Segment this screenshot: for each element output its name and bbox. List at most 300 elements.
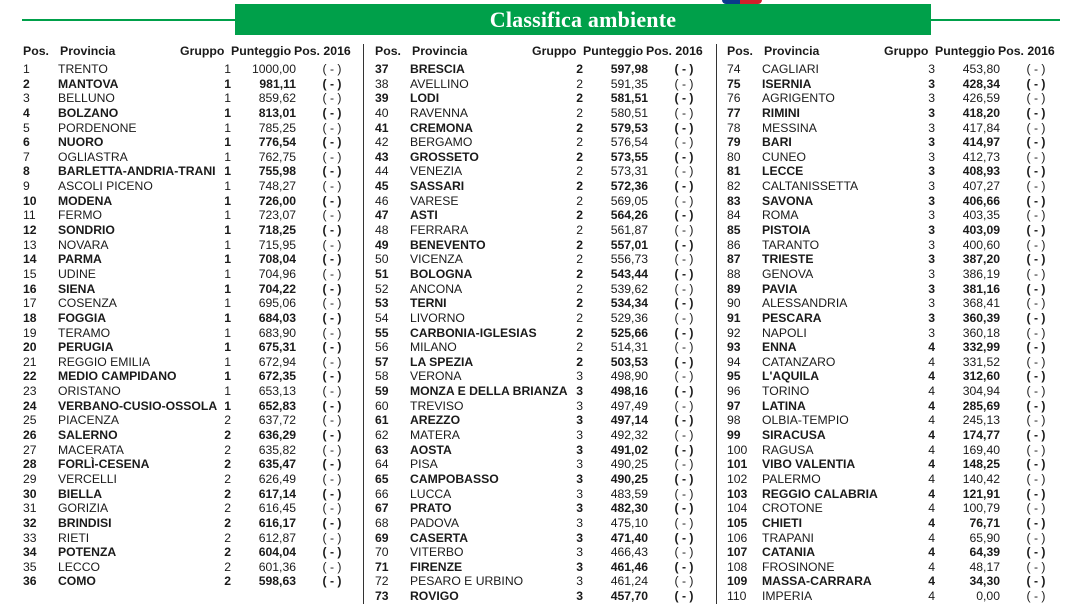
cell-gruppo: 3 xyxy=(576,413,583,428)
cell-gruppo: 3 xyxy=(576,486,583,501)
cell-punteggio: 755,98 xyxy=(258,164,296,179)
table-row xyxy=(20,501,362,516)
cell-pos-2016: ( - ) xyxy=(1026,310,1046,325)
cell-pos-2016: ( - ) xyxy=(322,384,342,399)
cell-pos: 10 xyxy=(23,193,37,208)
cell-provincia: PAVIA xyxy=(762,281,798,296)
cell-punteggio: 715,95 xyxy=(258,237,296,252)
cell-pos-2016: ( - ) xyxy=(674,62,694,76)
cell-pos-2016: ( - ) xyxy=(674,120,694,135)
cell-pos-2016: ( - ) xyxy=(1026,164,1046,179)
cell-gruppo: 2 xyxy=(576,105,583,120)
cell-pos: 102 xyxy=(727,471,748,486)
cell-pos: 15 xyxy=(23,266,37,281)
cell-provincia: ISERNIA xyxy=(762,76,812,91)
cell-punteggio: 360,39 xyxy=(962,310,1000,325)
cell-pos-2016: ( - ) xyxy=(322,428,342,443)
cell-gruppo: 2 xyxy=(576,120,583,135)
cell-provincia: CATANIA xyxy=(762,545,816,560)
cell-provincia: FROSINONE xyxy=(762,559,835,574)
table-row xyxy=(20,428,362,443)
table-row xyxy=(372,574,714,589)
table-row xyxy=(724,252,1066,267)
cell-punteggio: 704,96 xyxy=(258,266,296,281)
table-row xyxy=(372,487,714,502)
table-row xyxy=(372,545,714,560)
table-row xyxy=(20,340,362,355)
table-row xyxy=(372,252,714,267)
cell-gruppo: 4 xyxy=(928,369,935,384)
cell-gruppo: 1 xyxy=(224,325,231,340)
cell-gruppo: 4 xyxy=(928,559,935,574)
table-row xyxy=(372,428,714,443)
cell-pos-2016: ( - ) xyxy=(1026,574,1046,589)
cell-pos-2016: ( - ) xyxy=(322,457,342,472)
table-row xyxy=(20,164,362,179)
cell-pos-2016: ( - ) xyxy=(674,354,694,369)
cell-punteggio: 100,79 xyxy=(962,501,1000,516)
cell-punteggio: 785,25 xyxy=(258,120,296,135)
cell-punteggio: 672,94 xyxy=(258,354,296,369)
table-row xyxy=(372,399,714,414)
cell-punteggio: 637,72 xyxy=(258,413,296,428)
cell-provincia: LODI xyxy=(410,91,440,106)
cell-gruppo: 1 xyxy=(224,252,231,267)
cell-provincia: VERCELLI xyxy=(58,471,117,486)
table-row xyxy=(372,355,714,370)
cell-gruppo: 2 xyxy=(576,237,583,252)
cell-provincia: CATANZARO xyxy=(762,354,836,369)
cell-pos: 28 xyxy=(23,457,37,472)
table-row xyxy=(20,267,362,282)
cell-punteggio: 684,03 xyxy=(258,310,296,325)
cell-pos-2016: ( - ) xyxy=(322,252,342,267)
cell-gruppo: 4 xyxy=(928,545,935,560)
cell-pos: 94 xyxy=(727,354,741,369)
cell-pos: 108 xyxy=(727,559,748,574)
cell-gruppo: 2 xyxy=(576,266,583,281)
cell-pos-2016: ( - ) xyxy=(1026,369,1046,384)
cell-gruppo: 3 xyxy=(928,325,935,340)
cell-pos: 107 xyxy=(727,545,748,560)
cell-provincia: MESSINA xyxy=(762,120,817,135)
cell-punteggio: 498,16 xyxy=(610,384,648,399)
cell-gruppo: 3 xyxy=(576,501,583,516)
cell-punteggio: 490,25 xyxy=(610,471,648,486)
cell-pos: 53 xyxy=(375,296,389,311)
table-row xyxy=(724,369,1066,384)
cell-provincia: BIELLA xyxy=(58,486,103,501)
table-row xyxy=(724,531,1066,546)
cell-pos: 3 xyxy=(23,91,30,106)
table-row xyxy=(20,355,362,370)
header-gruppo: Gruppo xyxy=(180,44,225,58)
cell-pos-2016: ( - ) xyxy=(674,310,694,325)
table-row xyxy=(372,91,714,106)
cell-punteggio: 0,00 xyxy=(976,589,1000,604)
cell-punteggio: 121,91 xyxy=(962,486,1000,501)
cell-punteggio: 407,27 xyxy=(962,179,1000,194)
table-row xyxy=(724,77,1066,92)
cell-gruppo: 2 xyxy=(224,574,231,589)
table-header xyxy=(20,42,362,62)
cell-punteggio: 813,01 xyxy=(258,105,296,120)
cell-pos: 12 xyxy=(23,223,37,238)
cell-punteggio: 556,73 xyxy=(610,252,648,267)
table-row xyxy=(724,223,1066,238)
table-row xyxy=(724,428,1066,443)
cell-pos: 75 xyxy=(727,76,741,91)
cell-pos: 35 xyxy=(23,559,37,574)
cell-pos: 57 xyxy=(375,354,389,369)
cell-pos-2016: ( - ) xyxy=(1026,589,1046,604)
cell-provincia: BELLUNO xyxy=(58,91,115,106)
cell-punteggio: 386,19 xyxy=(962,266,1000,281)
table-row xyxy=(20,384,362,399)
cell-pos-2016: ( - ) xyxy=(1026,354,1046,369)
cell-pos: 73 xyxy=(375,589,389,604)
cell-gruppo: 4 xyxy=(928,384,935,399)
cell-punteggio: 403,35 xyxy=(962,208,1000,223)
cell-provincia: ORISTANO xyxy=(58,384,121,399)
cell-pos: 74 xyxy=(727,62,741,76)
cell-provincia: IMPERIA xyxy=(762,589,813,604)
cell-punteggio: 591,35 xyxy=(610,76,648,91)
cell-pos: 40 xyxy=(375,105,389,120)
cell-punteggio: 723,07 xyxy=(258,208,296,223)
cell-pos-2016: ( - ) xyxy=(674,296,694,311)
cell-gruppo: 4 xyxy=(928,457,935,472)
cell-punteggio: 490,25 xyxy=(610,457,648,472)
cell-pos-2016: ( - ) xyxy=(1026,179,1046,194)
cell-provincia: CAMPOBASSO xyxy=(410,471,499,486)
cell-provincia: BARLETTA-ANDRIA-TRANI xyxy=(58,164,216,179)
cell-provincia: TREVISO xyxy=(410,398,464,413)
table-row xyxy=(724,413,1066,428)
table-row xyxy=(372,369,714,384)
cell-provincia: TERAMO xyxy=(58,325,111,340)
cell-gruppo: 1 xyxy=(224,193,231,208)
cell-gruppo: 2 xyxy=(224,457,231,472)
table-row xyxy=(724,560,1066,575)
table-row xyxy=(20,252,362,267)
cell-provincia: SALERNO xyxy=(58,428,118,443)
cell-gruppo: 3 xyxy=(928,91,935,106)
cell-punteggio: 48,17 xyxy=(969,559,1000,574)
cell-provincia: TORINO xyxy=(762,384,810,399)
cell-pos: 14 xyxy=(23,252,37,267)
cell-pos-2016: ( - ) xyxy=(322,237,342,252)
cell-pos-2016: ( - ) xyxy=(674,281,694,296)
cell-pos: 39 xyxy=(375,91,389,106)
cell-punteggio: 491,02 xyxy=(610,442,648,457)
table-row xyxy=(724,106,1066,121)
cell-pos: 69 xyxy=(375,530,389,545)
table-row xyxy=(724,208,1066,223)
table-row xyxy=(724,443,1066,458)
cell-gruppo: 3 xyxy=(928,135,935,150)
cell-punteggio: 704,22 xyxy=(258,281,296,296)
cell-pos-2016: ( - ) xyxy=(1026,559,1046,574)
cell-gruppo: 2 xyxy=(576,296,583,311)
cell-pos: 50 xyxy=(375,252,389,267)
cell-pos-2016: ( - ) xyxy=(674,135,694,150)
cell-provincia: FERMO xyxy=(58,208,103,223)
cell-gruppo: 2 xyxy=(576,208,583,223)
cell-pos: 37 xyxy=(375,62,389,76)
cell-gruppo: 1 xyxy=(224,354,231,369)
cell-pos-2016: ( - ) xyxy=(1026,120,1046,135)
cell-gruppo: 4 xyxy=(928,530,935,545)
cell-punteggio: 498,90 xyxy=(610,369,648,384)
cell-provincia: FORLÌ-CESENA xyxy=(58,457,150,472)
cell-provincia: CALTANISSETTA xyxy=(762,179,859,194)
cell-punteggio: 576,54 xyxy=(610,135,648,150)
cell-provincia: PISA xyxy=(410,457,438,472)
table-row xyxy=(724,472,1066,487)
cell-provincia: BERGAMO xyxy=(410,135,473,150)
header-pos: Pos. xyxy=(375,44,401,58)
column-divider xyxy=(716,44,717,604)
cell-pos: 61 xyxy=(375,413,389,428)
table-row xyxy=(20,238,362,253)
cell-pos: 32 xyxy=(23,515,37,530)
cell-provincia: NUORO xyxy=(58,135,104,150)
cell-pos: 60 xyxy=(375,398,389,413)
table-row xyxy=(372,296,714,311)
cell-pos: 47 xyxy=(375,208,389,223)
cell-pos: 20 xyxy=(23,340,37,355)
cell-punteggio: 534,34 xyxy=(610,296,648,311)
table-row xyxy=(372,413,714,428)
cell-punteggio: 598,63 xyxy=(258,574,296,589)
cell-punteggio: 539,62 xyxy=(610,281,648,296)
cell-pos-2016: ( - ) xyxy=(1026,530,1046,545)
cell-pos: 4 xyxy=(23,105,30,120)
cell-provincia: SONDRIO xyxy=(58,223,115,238)
cell-pos-2016: ( - ) xyxy=(1026,149,1046,164)
cell-gruppo: 3 xyxy=(928,105,935,120)
cell-provincia: BRINDISI xyxy=(58,515,112,530)
cell-pos-2016: ( - ) xyxy=(1026,135,1046,150)
cell-gruppo: 3 xyxy=(576,530,583,545)
cell-pos: 63 xyxy=(375,442,389,457)
cell-punteggio: 653,13 xyxy=(258,384,296,399)
cell-punteggio: 304,94 xyxy=(962,384,1000,399)
cell-pos: 8 xyxy=(23,164,30,179)
table-row xyxy=(372,135,714,150)
cell-provincia: VERONA xyxy=(410,369,462,384)
cell-provincia: TRIESTE xyxy=(762,252,814,267)
cell-provincia: UDINE xyxy=(58,266,96,281)
cell-provincia: SIENA xyxy=(58,281,96,296)
table-row xyxy=(20,135,362,150)
cell-pos-2016: ( - ) xyxy=(322,76,342,91)
cell-gruppo: 4 xyxy=(928,486,935,501)
cell-pos: 65 xyxy=(375,471,389,486)
cell-pos: 5 xyxy=(23,120,30,135)
table-row xyxy=(724,194,1066,209)
cell-provincia: GENOVA xyxy=(762,266,814,281)
cell-punteggio: 174,77 xyxy=(962,428,1000,443)
cell-provincia: GROSSETO xyxy=(410,149,479,164)
table-row xyxy=(372,150,714,165)
cell-gruppo: 1 xyxy=(224,179,231,194)
cell-punteggio: 635,47 xyxy=(258,457,296,472)
cell-provincia: VERBANO-CUSIO-OSSOLA xyxy=(58,398,218,413)
cell-punteggio: 65,90 xyxy=(969,530,1000,545)
cell-pos: 88 xyxy=(727,266,741,281)
cell-pos: 90 xyxy=(727,296,741,311)
cell-pos-2016: ( - ) xyxy=(674,208,694,223)
table-row xyxy=(20,62,362,77)
cell-pos-2016: ( - ) xyxy=(322,120,342,135)
table-row xyxy=(372,267,714,282)
cell-punteggio: 426,59 xyxy=(962,91,1000,106)
cell-punteggio: 387,20 xyxy=(962,252,1000,267)
table-row xyxy=(372,589,714,604)
cell-pos: 103 xyxy=(727,486,748,501)
cell-provincia: LATINA xyxy=(762,398,806,413)
cell-gruppo: 2 xyxy=(224,471,231,486)
table-row xyxy=(372,238,714,253)
cell-punteggio: 312,60 xyxy=(962,369,1000,384)
cell-gruppo: 2 xyxy=(576,340,583,355)
table-row xyxy=(372,62,714,77)
cell-gruppo: 1 xyxy=(224,237,231,252)
cell-punteggio: 497,49 xyxy=(610,398,648,413)
cell-gruppo: 2 xyxy=(576,149,583,164)
table-row xyxy=(724,282,1066,297)
table-row xyxy=(372,121,714,136)
table-row xyxy=(724,574,1066,589)
table-row xyxy=(724,589,1066,604)
table-row xyxy=(724,91,1066,106)
cell-provincia: CAGLIARI xyxy=(762,62,819,76)
cell-pos-2016: ( - ) xyxy=(1026,208,1046,223)
cell-punteggio: 332,99 xyxy=(962,340,1000,355)
cell-provincia: ROVIGO xyxy=(410,589,459,604)
table-header xyxy=(724,42,1066,62)
cell-pos: 70 xyxy=(375,545,389,560)
table-row xyxy=(724,384,1066,399)
cell-provincia: L'AQUILA xyxy=(762,369,820,384)
cell-provincia: LUCCA xyxy=(410,486,452,501)
cell-pos-2016: ( - ) xyxy=(322,62,342,76)
cell-provincia: TERNI xyxy=(410,296,447,311)
table-row xyxy=(372,457,714,472)
cell-provincia: RIMINI xyxy=(762,105,800,120)
cell-gruppo: 1 xyxy=(224,310,231,325)
table-row xyxy=(372,77,714,92)
cell-gruppo: 1 xyxy=(224,398,231,413)
cell-gruppo: 2 xyxy=(576,179,583,194)
cell-pos: 59 xyxy=(375,384,389,399)
cell-provincia: BENEVENTO xyxy=(410,237,486,252)
column-divider xyxy=(363,44,364,604)
cell-gruppo: 4 xyxy=(928,471,935,486)
page-title: Classifica ambiente xyxy=(235,4,931,35)
cell-pos-2016: ( - ) xyxy=(1026,223,1046,238)
table-row xyxy=(724,164,1066,179)
table-row xyxy=(372,501,714,516)
cell-provincia: SAVONA xyxy=(762,193,814,208)
cell-gruppo: 3 xyxy=(928,266,935,281)
cell-punteggio: 76,71 xyxy=(969,515,1000,530)
cell-pos-2016: ( - ) xyxy=(674,530,694,545)
cell-gruppo: 2 xyxy=(224,559,231,574)
cell-pos-2016: ( - ) xyxy=(322,471,342,486)
cell-punteggio: 461,46 xyxy=(610,559,648,574)
cell-pos-2016: ( - ) xyxy=(674,589,694,604)
cell-pos: 106 xyxy=(727,530,748,545)
cell-pos-2016: ( - ) xyxy=(322,574,342,589)
table-row xyxy=(372,223,714,238)
cell-pos-2016: ( - ) xyxy=(322,530,342,545)
table-body xyxy=(20,62,362,589)
cell-provincia: NAPOLI xyxy=(762,325,807,340)
cell-provincia: BOLOGNA xyxy=(410,266,473,281)
cell-punteggio: 675,31 xyxy=(258,340,296,355)
cell-gruppo: 2 xyxy=(576,325,583,340)
cell-pos-2016: ( - ) xyxy=(674,369,694,384)
cell-provincia: VIBO VALENTIA xyxy=(762,457,856,472)
cell-punteggio: 482,30 xyxy=(610,501,648,516)
cell-punteggio: 626,49 xyxy=(258,471,296,486)
cell-gruppo: 4 xyxy=(928,515,935,530)
table-row xyxy=(724,355,1066,370)
cell-gruppo: 4 xyxy=(928,501,935,516)
ranking-column-3 xyxy=(724,42,1066,604)
cell-pos-2016: ( - ) xyxy=(674,266,694,281)
table-row xyxy=(20,150,362,165)
cell-punteggio: 368,41 xyxy=(962,296,1000,311)
cell-provincia: VICENZA xyxy=(410,252,463,267)
table-row xyxy=(20,326,362,341)
cell-punteggio: 529,36 xyxy=(610,310,648,325)
cell-punteggio: 616,45 xyxy=(258,501,296,516)
table-row xyxy=(20,121,362,136)
cell-punteggio: 403,09 xyxy=(962,223,1000,238)
table-row xyxy=(372,384,714,399)
cell-gruppo: 3 xyxy=(576,457,583,472)
cell-pos-2016: ( - ) xyxy=(674,91,694,106)
cell-gruppo: 1 xyxy=(224,105,231,120)
cell-pos-2016: ( - ) xyxy=(322,149,342,164)
cell-gruppo: 1 xyxy=(224,91,231,106)
cell-punteggio: 381,16 xyxy=(962,281,1000,296)
cell-gruppo: 2 xyxy=(224,413,231,428)
cell-pos-2016: ( - ) xyxy=(674,515,694,530)
cell-provincia: MEDIO CAMPIDANO xyxy=(58,369,177,384)
cell-provincia: LIVORNO xyxy=(410,310,465,325)
cell-provincia: BARI xyxy=(762,135,792,150)
cell-punteggio: 748,27 xyxy=(258,179,296,194)
cell-pos-2016: ( - ) xyxy=(1026,442,1046,457)
cell-pos: 71 xyxy=(375,559,389,574)
cell-punteggio: 573,55 xyxy=(610,149,648,164)
cell-provincia: MACERATA xyxy=(58,442,124,457)
cell-punteggio: 492,32 xyxy=(610,428,648,443)
cell-gruppo: 4 xyxy=(928,428,935,443)
cell-pos: 64 xyxy=(375,457,389,472)
cell-pos-2016: ( - ) xyxy=(1026,266,1046,281)
table-row xyxy=(20,574,362,589)
cell-punteggio: 572,36 xyxy=(610,179,648,194)
cell-pos: 97 xyxy=(727,398,741,413)
cell-pos-2016: ( - ) xyxy=(674,486,694,501)
cell-punteggio: 579,53 xyxy=(610,120,648,135)
